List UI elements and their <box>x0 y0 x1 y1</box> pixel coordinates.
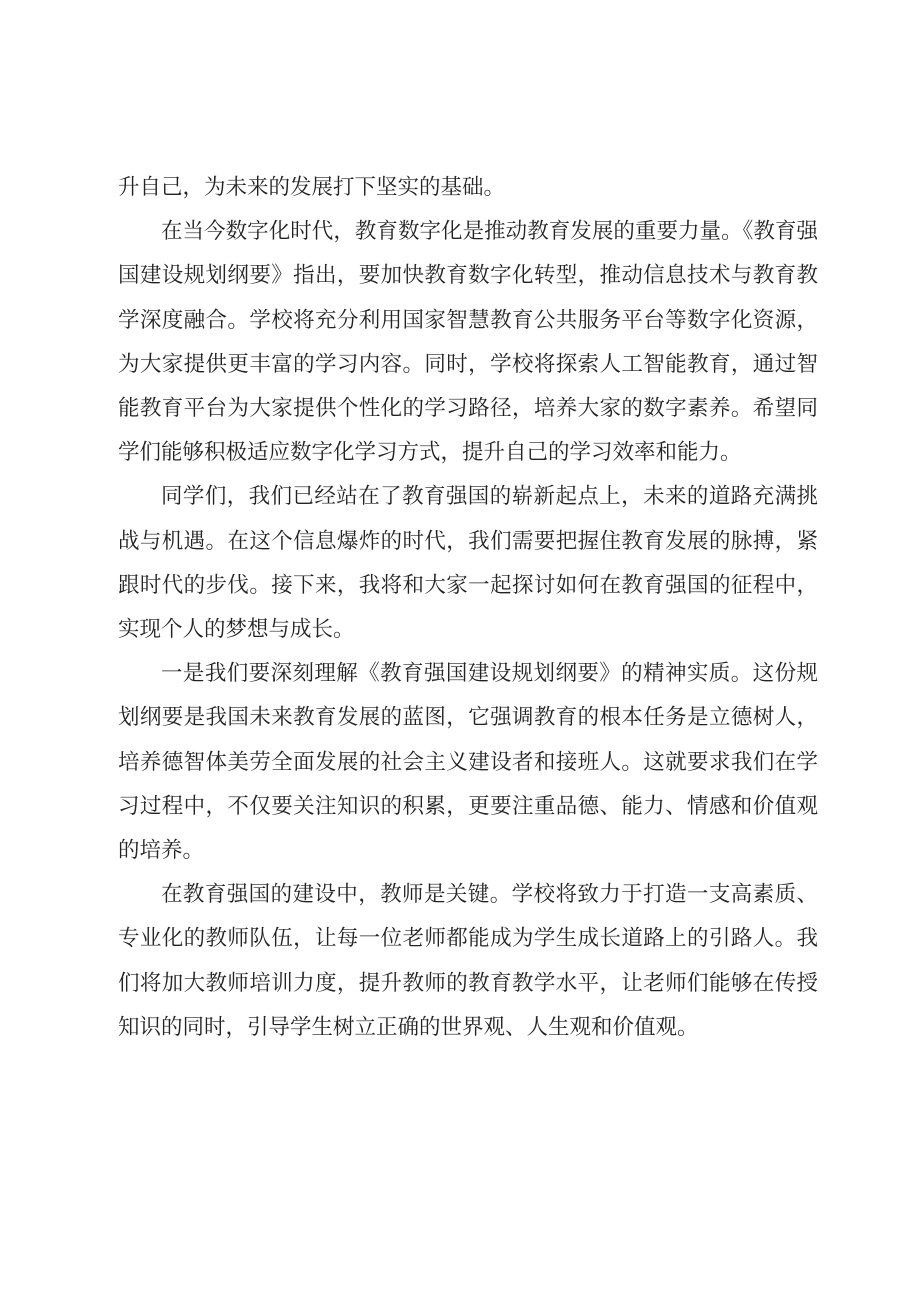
paragraph-teachers: 在教育强国的建设中，教师是关键。学校将致力于打造一支高素质、专业化的教师队伍，让每一位老师都能成为学生成长道路上的引路人。我们将加大教师培训力度，提升教师的教育教学水平，让老师们能够在传授知识的同时，引导学生树立正确的世界观、人生观和价值观。 <box>118 882 818 1040</box>
paragraph-new-starting-point: 同学们，我们已经站在了教育强国的崭新起点上，未来的道路充满挑战与机遇。在这个信息爆炸的时代，我们需要把握住教育发展的脉搏，紧跟时代的步伐。接下来，我将和大家一起探讨如何在教育强国的征程中，实现个人的梦想与成长。 <box>118 484 818 643</box>
paragraph-continuation: 升自己，为未来的发展打下坚实的基础。 <box>118 175 506 200</box>
document-body <box>118 166 818 1050</box>
paragraph-plan-essence: 一是我们要深刻理解《教育强国建设规划纲要》的精神实质。这份规划纲要是我国未来教育发展的蓝图，它强调教育的根本任务是立德树人，培养德智体美劳全面发展的社会主义建设者和接班人。这就要求我们在学习过程中，不仅要关注知识的积累，更要注重品德、能力、情感和价值观的培养。 <box>118 661 818 864</box>
paragraph-digital-education: 在当今数字化时代，教育数字化是推动教育发展的重要力量。《教育强国建设规划纲要》指出，要加快教育数字化转型，推动信息技术与教育教学深度融合。学校将充分利用国家智慧教育公共服务平台等数字化资源，为大家提供更丰富的学习内容。同时，学校将探索人工智能教育，通过智能教育平台为大家提供个性化的学习路径，培养大家的数字素养。希望同学们能够积极适应数字化学习方式，提升自己的学习效率和能力。 <box>118 219 818 466</box>
